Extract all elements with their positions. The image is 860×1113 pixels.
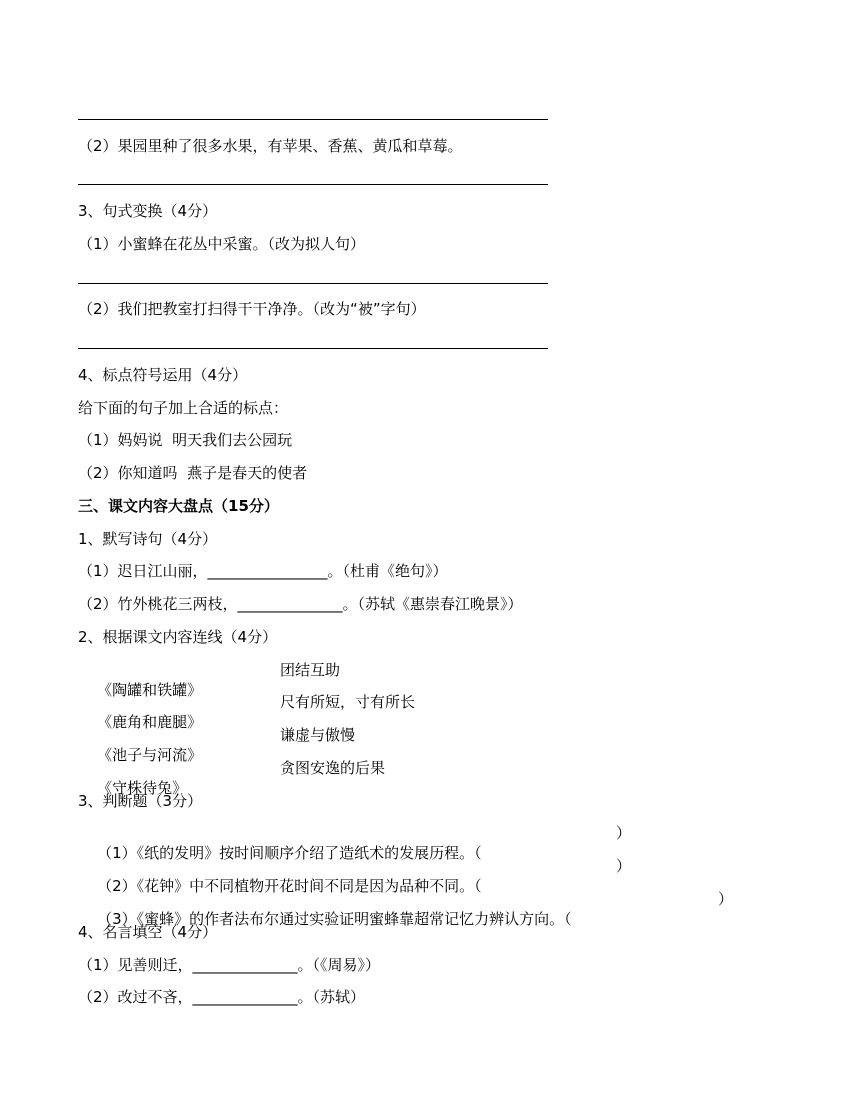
question-text: （2）竹外桃花三两枝，______________。（苏轼《惠崇春江晚景》） (78, 595, 523, 613)
question-text: （2）你知道吗 燕子是春天的使者 (78, 464, 308, 482)
match-left: 《鹿角和鹿腿》 (97, 713, 203, 731)
answer-line (78, 119, 548, 120)
answer-line (78, 283, 548, 284)
question-text: （1）妈妈说 明天我们去公园玩 (78, 431, 293, 449)
answer-line (78, 348, 548, 349)
question-text: （2）果园里种了很多水果，有苹果、香蕉、黄瓜和草莓。 (78, 137, 463, 155)
judge-answer-close: ） (718, 890, 734, 908)
judge-item (78, 856, 778, 895)
section-title: 1、默写诗句（4分） (78, 530, 218, 548)
match-right: 贪图安逸的后果 (280, 759, 386, 777)
judge-item (78, 889, 778, 928)
instruction-text: 给下面的句子加上合适的标点： (78, 399, 289, 417)
judge-item (78, 823, 778, 862)
part-title: 三、课文内容大盘点（15分） (78, 497, 279, 515)
match-left: 《陶罐和铁罐》 (97, 681, 203, 699)
match-right: 尺有所短，寸有所长 (280, 693, 416, 711)
match-right: 谦虚与傲慢 (280, 726, 356, 744)
match-left: 《池子与河流》 (97, 746, 203, 764)
judge-text: （2）《花钟》中不同植物开花时间不同是因为品种不同。（ (97, 877, 482, 895)
section-title: 3、判断题（3分） (78, 792, 203, 810)
answer-line (78, 184, 548, 185)
question-text: （1）迟日江山丽，________________。（杜甫《绝句》） (78, 562, 448, 580)
match-row (78, 725, 778, 764)
question-text: （1）小蜜蜂在花丛中采蜜。（改为拟人句） (78, 235, 366, 253)
match-right: 团结互助 (280, 661, 341, 679)
judge-text: （3）《蜜蜂》的作者法布尔通过实验证明蜜蜂靠超常记忆力辨认方向。（ (97, 910, 572, 928)
match-row (78, 758, 778, 797)
match-left: 《守株待兔》 (97, 779, 188, 797)
section-title: 4、名言填空（4分） (78, 923, 218, 941)
judge-text: （1）《纸的发明》按时间顺序介绍了造纸术的发展历程。（ (97, 844, 482, 862)
question-text: （1）见善则迁，______________。（《周易》） (78, 956, 381, 974)
section-title: 2、根据课文内容连线（4分） (78, 628, 278, 646)
section-title: 4、标点符号运用（4分） (78, 366, 248, 384)
question-text: （2）我们把教室打扫得干干净净。（改为“被”字句） (78, 300, 426, 318)
judge-answer-close: ） (616, 857, 632, 875)
match-row (78, 660, 778, 699)
match-row (78, 692, 778, 731)
judge-answer-close: ） (616, 824, 632, 842)
section-title: 3、句式变换（4分） (78, 202, 218, 220)
question-text: （2）改过不吝，______________。（苏轼） (78, 988, 366, 1006)
